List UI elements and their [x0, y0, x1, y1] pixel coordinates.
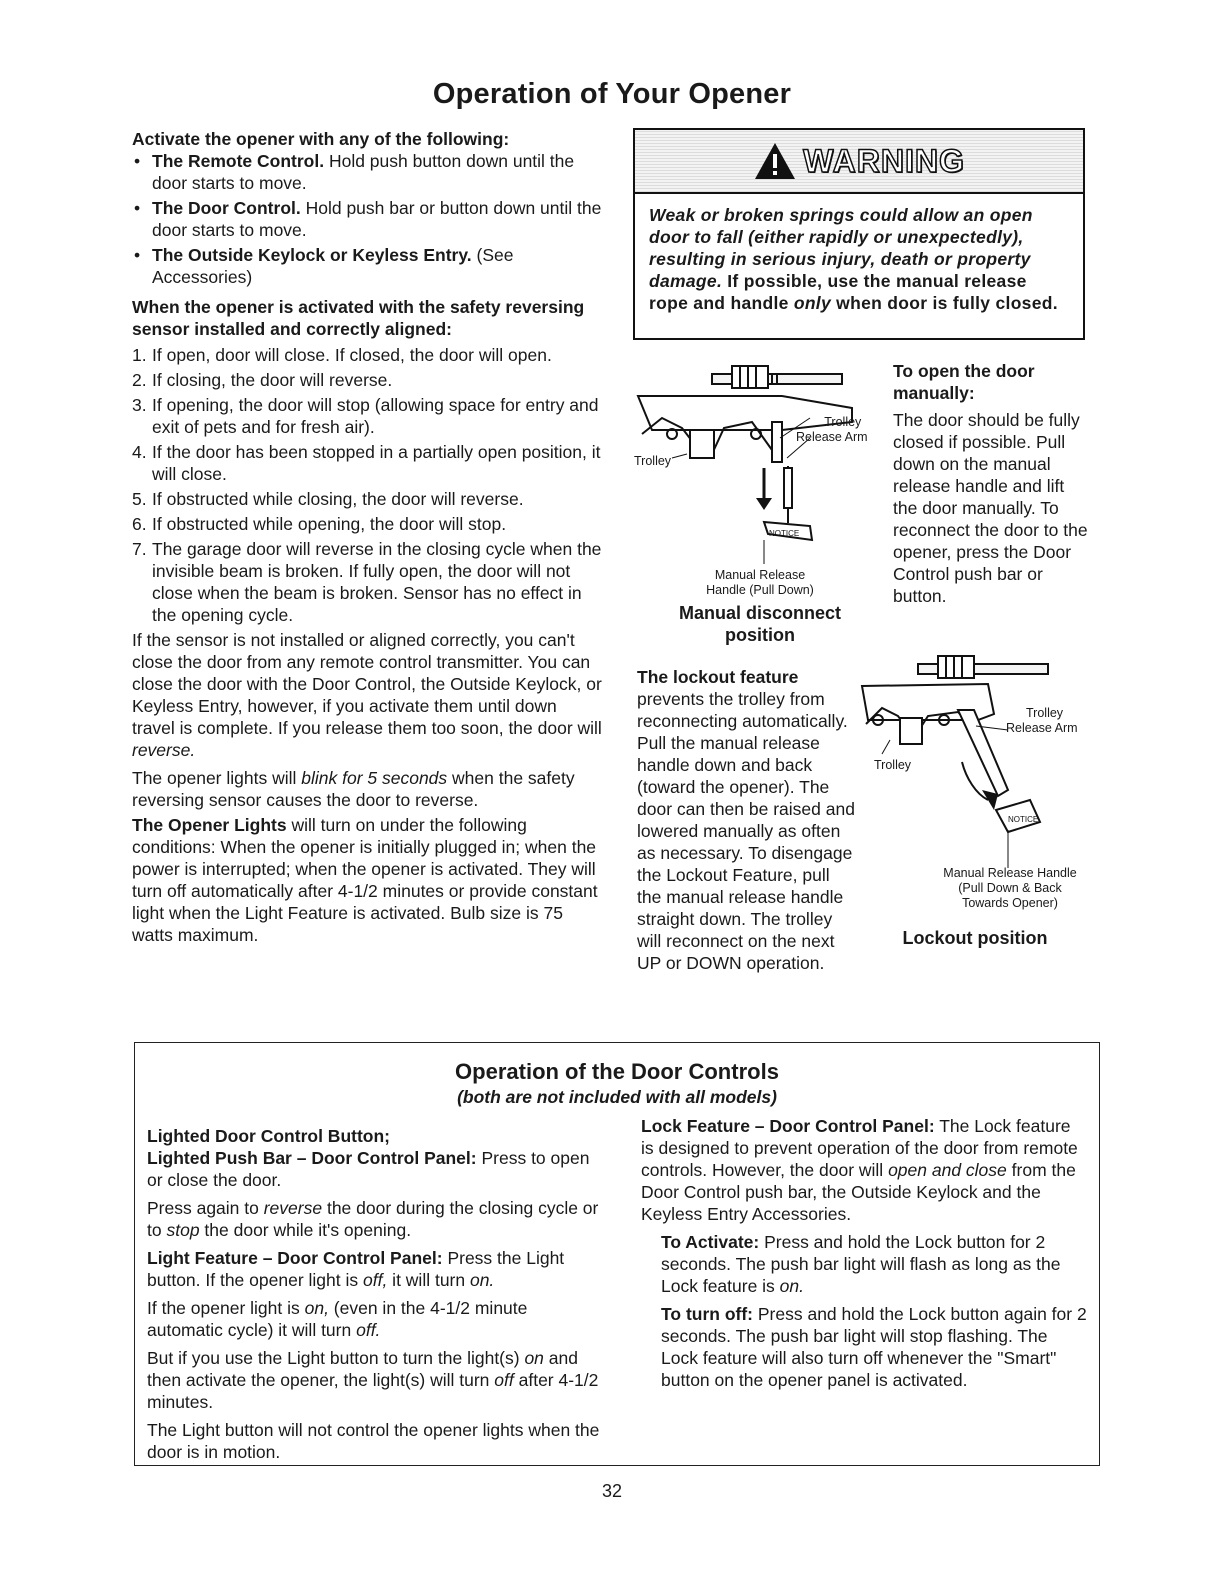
warning-box [633, 128, 1085, 340]
list-item: • The Remote Control. Hold push button down until the door starts to move. [132, 150, 602, 194]
list-item: 1. If open, door will close. If closed, the door will open. [132, 345, 552, 365]
fig1-label-trolley: Trolley [634, 454, 672, 468]
door-controls-box [134, 1042, 1100, 1466]
warning-header [635, 130, 1083, 194]
lock-activate-paragraph: To Activate: Press and hold the Lock button for 2 seconds. The push bar light will flash as long as the Lock feature is on. [661, 1232, 1061, 1296]
activate-heading: Activate the opener with any of the following: [132, 129, 510, 149]
open-manually-section [893, 360, 1093, 607]
door-controls-title: Operation of the Door Controls [455, 1059, 779, 1084]
list-item: 5. If obstructed while closing, the door will reverse. [132, 489, 524, 509]
lock-off-paragraph: To turn off: Press and hold the Lock button again for 2 seconds. The push bar light will stop flashing. The Lock feature will also turn off whenever the "Smart" button on the opener panel is activated. [661, 1304, 1087, 1390]
door-controls-right [641, 1115, 1087, 1391]
fig1-label-arm: Trolley Release Arm [796, 415, 868, 444]
fig2-label-arm: Trolley Release Arm [1006, 706, 1078, 735]
list-item: 6. If obstructed while opening, the door will stop. [132, 514, 507, 534]
lockout-section [637, 666, 857, 974]
fig2-label-trolley: Trolley [874, 758, 912, 772]
notice-label: NOTICE [1008, 815, 1039, 824]
reverse-paragraph: Press again to reverse the door during the closing cycle or to stop the door while it's opening. [147, 1198, 599, 1240]
warning-text: Weak or broken springs could allow an open door to fall (either rapidly or unexpectedly), resulting in serious injury, death or property damage. If possible, use the manual release rope and handle only when door is fully closed. [649, 205, 1058, 313]
lighted-button-heading: Lighted Door Control Button; [147, 1126, 390, 1146]
door-controls-left [147, 1125, 602, 1463]
lighted-push-bar: Lighted Push Bar – Door Control Panel: Press to open or close the door. [147, 1148, 590, 1190]
list-item: 4. If the door has been stopped in a partially open position, it will close. [132, 442, 601, 484]
activate-list [132, 150, 602, 288]
list-item: • The Door Control. Hold push bar or button down until the door starts to move. [132, 197, 602, 241]
page-title: Operation of Your Opener [432, 78, 792, 110]
lockout-text: prevents the trolley from reconnecting automatically. Pull the manual release handle down and back (toward the opener). The door can then be raised and lowered manually as often as necessary. To disengage the Lockout Feature, pull the manual release handle straight down. The trolley will reconnect on the next UP or DOWN operation. [637, 689, 855, 973]
manual-disconnect-diagram [632, 358, 882, 598]
fig1-caption: Manual disconnect position [678, 603, 842, 645]
sensor-heading: When the opener is activated with the safety reversing sensor installed and correctly aligned: [132, 297, 585, 339]
lights-paragraph: The Opener Lights will turn on under the following conditions: When the opener is initially plugged in; when the power is interrupted; when the opener is activated. They will turn off automatically after 4-1/2 minutes or provide constant light when the Light Feature is activated. Bulb size is 75 watts maximum. [132, 815, 598, 945]
light-feature-paragraph: Light Feature – Door Control Panel: Press the Light button. If the opener light is off, it will turn on. [147, 1248, 565, 1290]
warning-triangle-icon [753, 141, 797, 181]
sensor-list [132, 344, 602, 626]
warning-title: WARNING [803, 142, 965, 179]
blink-paragraph: The opener lights will blink for 5 seconds when the safety reversing sensor causes the door to reverse. [132, 768, 575, 810]
list-item: • The Outside Keylock or Keyless Entry. (See Accessories) [132, 244, 602, 288]
light-button-paragraph: But if you use the Light button to turn the light(s) on and then activate the opener, the light(s) will turn off after 4-1/2 minutes. [147, 1348, 599, 1412]
lockout-heading: The lockout feature [637, 667, 799, 687]
fig2-caption: Lockout position [902, 928, 1048, 948]
open-manually-text: The door should be fully closed if possible. Pull down on the manual release handle and lift the door manually. To reconnect the door to the opener, press the Door Control push bar or button. [893, 410, 1088, 606]
fig1-label-handle: Manual Release Handle (Pull Down) [706, 568, 814, 597]
list-item: 2. If closing, the door will reverse. [132, 370, 393, 390]
notice-label: NOTICE [769, 529, 800, 538]
list-item: 3. If opening, the door will stop (allowing space for entry and exit of pets and for fresh air). [132, 395, 599, 437]
door-controls-subtitle: (both are not included with all models) [457, 1087, 777, 1107]
open-manually-heading: To open the door manually: [893, 361, 1035, 403]
page-number: 32 [601, 1481, 623, 1501]
light-motion-paragraph: The Light button will not control the opener lights when the door is in motion. [147, 1420, 600, 1462]
sensor-not-installed: If the sensor is not installed or aligned correctly, you can't close the door from any remote control transmitter. You can close the door with the Door Control, the Outside Keylock, or Keyless Entry, however, if you activate them until down travel is complete. If you release them too soon, the door will reverse. [132, 630, 602, 760]
light-on-paragraph: If the opener light is on, (even in the 4-1/2 minute automatic cycle) it will turn off. [147, 1298, 528, 1340]
list-item: 7. The garage door will reverse in the closing cycle when the invisible beam is broken. If fully open, the door will not close when the beam is broken. Sensor has no effect in the opening cycle. [132, 539, 602, 625]
left-column [132, 128, 602, 946]
lock-feature-paragraph: Lock Feature – Door Control Panel: The Lock feature is designed to prevent operation of the door from remote controls. However, the door will open and close from the Door Control push bar, the Outside Keylock and the Keyless Entry Accessories. [641, 1116, 1078, 1224]
fig2-label-handle: Manual Release Handle (Pull Down & Back Towards Opener) [943, 866, 1077, 910]
